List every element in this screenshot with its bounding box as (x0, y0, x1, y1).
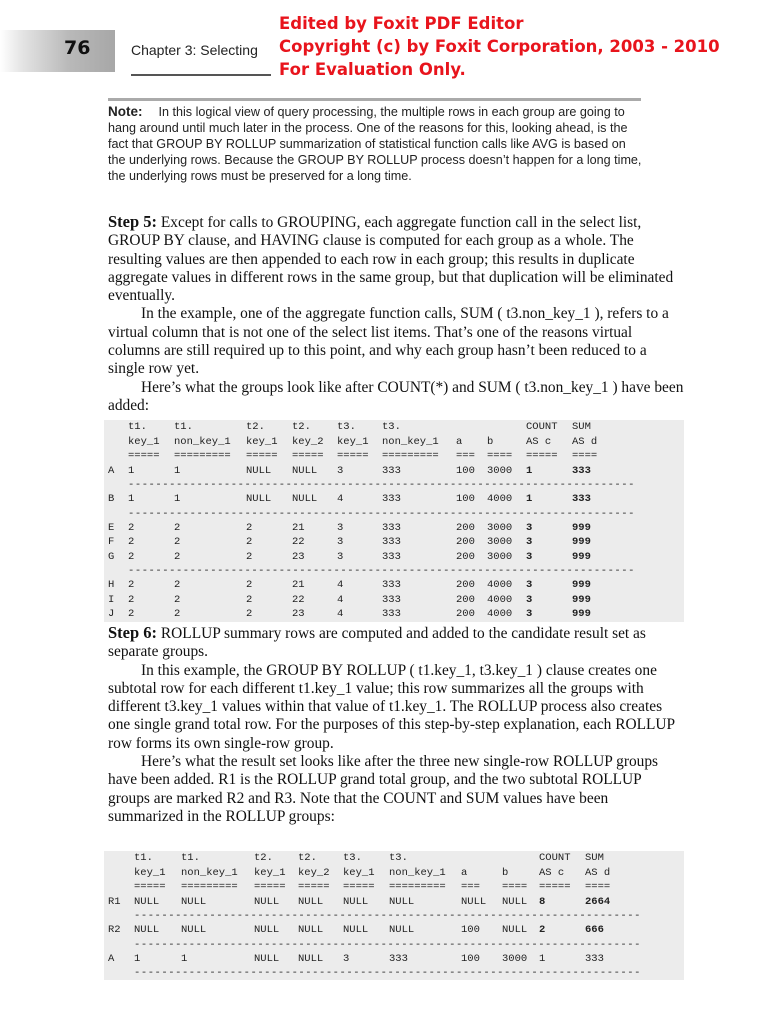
table-cell: 4000 (487, 493, 513, 505)
note-text: In this logical view of query processing, the multiple rows in each group are going to hang around until much later in the process. One of the reasons for this, looking ahead, is the fact that GROUP BY ROLLUP summarization of statistical function calls like AVG is based on the underlying rows. Because the GROUP BY ROLLUP process doesn’t happen for a long time, the underlying rows must be preserved for a long time. (108, 105, 642, 183)
table-cell: 4 (337, 579, 344, 591)
column-header: key_2 (298, 866, 330, 879)
table-cell: 999 (572, 536, 591, 548)
table-cell: NULL (292, 464, 318, 477)
table-cell: 333 (382, 521, 401, 534)
table-header-row (104, 866, 684, 881)
table-cell: 3 (343, 952, 350, 965)
row-label: J (108, 608, 115, 620)
table-row (104, 593, 684, 608)
table-cell: 4 (337, 593, 344, 606)
row-label: F (108, 536, 115, 548)
table-cell: 999 (572, 608, 591, 620)
table-cell: 3000 (487, 550, 513, 563)
watermark-line-1: Edited by Foxit PDF Editor (279, 14, 524, 33)
column-header: ===== (298, 881, 330, 893)
table-cell: 2 (246, 521, 253, 534)
table-row (104, 895, 684, 910)
table-cell: 2 (128, 550, 135, 563)
table-cell: 100 (461, 952, 480, 965)
table-cell: 3 (526, 608, 533, 620)
column-header: key_1 (246, 435, 278, 448)
table-cell: 2 (174, 593, 181, 606)
table-cell: 3 (526, 536, 533, 548)
table-cell: 3 (526, 579, 533, 591)
column-header: ===== (128, 450, 160, 462)
table-cell: 333 (389, 952, 408, 965)
column-header: COUNT (526, 421, 558, 433)
table-cell: 2 (246, 608, 253, 620)
table-cell: 4 (337, 493, 344, 505)
table-cell: 1 (539, 952, 546, 965)
column-header: t1. (181, 852, 200, 864)
table-cell: 333 (382, 536, 401, 548)
column-header: ===== (539, 881, 571, 893)
row-label: R2 (108, 924, 121, 936)
table-row (104, 607, 684, 622)
column-header: AS d (572, 435, 598, 448)
row-label: G (108, 550, 115, 563)
table-cell: 2 (174, 608, 181, 620)
table-cell: 4 (337, 608, 344, 620)
table-header-row (104, 420, 684, 435)
row-label: B (108, 493, 115, 505)
step-6-paragraph-3: Here’s what the result set looks like after the three new single-row ROLLUP groups have been added. R1 is the ROLLUP grand total group, and the two subtotal ROLLUP groups are marked R2 and R3. Note that the COUNT and SUM values have been summarized in the ROLLUP groups: (108, 753, 659, 825)
column-header: non_key_1 (174, 435, 231, 448)
table-cell: 3000 (487, 521, 513, 534)
table-cell: NULL (389, 924, 415, 936)
page-number: 76 (64, 37, 91, 59)
column-header: ===== (246, 450, 278, 462)
row-label: A (108, 952, 115, 965)
page-number-tab (0, 30, 115, 72)
table-cell: NULL (298, 952, 324, 965)
table-cell: 3000 (487, 536, 513, 548)
table-cell: 333 (382, 493, 401, 505)
table-row (104, 923, 684, 938)
table-cell: 200 (456, 521, 475, 534)
column-header: ==== (487, 450, 513, 462)
table-row (104, 492, 684, 507)
table-cell: 3 (337, 536, 344, 548)
column-header: ===== (254, 881, 286, 893)
column-header: key_1 (254, 866, 286, 879)
chapter-title: Chapter 3: Selecting (131, 42, 258, 58)
column-header: t3. (382, 421, 401, 433)
table-cell: 3 (526, 550, 533, 563)
table-cell: 999 (572, 521, 591, 534)
table-cell: NULL (343, 924, 369, 936)
table-cell: 3000 (487, 464, 513, 477)
step-5-paragraph-2: In the example, one of the aggregate function calls, SUM ( t3.non_key_1 ), refers to a virtual column that is not one of the select list items. That’s one of the reasons virtual columns are still required up to this point, and why each group hasn’t been reduced to a single row yet. (108, 305, 669, 378)
column-header: a (456, 435, 463, 448)
table-separator: -------------------------------------------------------------------------- (134, 967, 641, 979)
column-header: ===== (292, 450, 324, 462)
table-cell: NULL (254, 895, 280, 908)
column-header: AS c (526, 435, 552, 448)
column-header: t2. (254, 852, 273, 864)
step-6-section (108, 624, 686, 826)
table-header-row (104, 851, 684, 866)
note-box (108, 104, 643, 184)
column-header: ===== (337, 450, 369, 462)
table-cell: NULL (134, 895, 160, 908)
watermark-line-3: For Evaluation Only. (279, 60, 466, 79)
table-cell: 2 (174, 579, 181, 591)
column-header: AS c (539, 866, 565, 879)
table-cell: 1 (128, 493, 135, 505)
column-header: t1. (174, 421, 193, 433)
table-cell: 3 (337, 464, 344, 477)
table-cell: 23 (292, 550, 305, 563)
column-header: b (487, 435, 494, 448)
table-header-underline (104, 449, 684, 464)
table-cell: NULL (254, 952, 280, 965)
row-label: H (108, 579, 115, 591)
table-cell: 999 (572, 593, 591, 606)
table-cell: NULL (502, 924, 528, 936)
column-header: COUNT (539, 852, 571, 864)
column-header: ==== (502, 881, 528, 893)
row-label: E (108, 521, 115, 534)
row-label: R1 (108, 895, 121, 908)
column-header: key_2 (292, 435, 324, 448)
column-header: non_key_1 (389, 866, 446, 879)
table-header-underline (104, 880, 684, 895)
table-cell: 333 (382, 593, 401, 606)
column-header: ==== (572, 450, 598, 462)
table-cell: 1 (134, 952, 141, 965)
note-label: Note: (108, 104, 143, 119)
table-cell: 2 (246, 593, 253, 606)
table-cell: NULL (298, 924, 324, 936)
table-cell: 2 (128, 521, 135, 534)
table-cell: NULL (298, 895, 324, 908)
step-6-label: Step 6: (108, 623, 158, 642)
step-6-text: ROLLUP summary rows are computed and added to the candidate result set as separate groups. (108, 625, 646, 661)
column-header: ========= (174, 450, 231, 462)
row-label: A (108, 464, 115, 477)
table-cell: 2 (174, 536, 181, 548)
column-header: SUM (585, 852, 604, 864)
table-cell: 2 (174, 521, 181, 534)
column-header: key_1 (128, 435, 160, 448)
step-5-text: Except for calls to GROUPING, each aggregate function call in the select list, GROUP BY clause, and HAVING clause is computed for each group as a whole. The resulting values are then appended to each row in each group; this results in duplicate aggregate values in different rows in the same group, but that duplication will be eliminated eventually. (108, 214, 674, 305)
table-cell: 22 (292, 593, 305, 606)
table-cell: 1 (181, 952, 188, 965)
column-header: === (456, 450, 475, 462)
column-header: t2. (292, 421, 311, 433)
column-header: SUM (572, 421, 591, 433)
table-cell: NULL (246, 464, 272, 477)
table-cell: NULL (292, 493, 318, 505)
column-header: key_1 (134, 866, 166, 879)
column-header: t3. (389, 852, 408, 864)
table-cell: 2 (246, 536, 253, 548)
table-cell: 1 (526, 493, 533, 505)
table-cell: NULL (461, 895, 487, 908)
table-cell: 21 (292, 521, 305, 534)
table-row (104, 464, 684, 479)
table-cell: 2 (128, 579, 135, 591)
column-header: key_1 (337, 435, 369, 448)
table-cell: 999 (572, 550, 591, 563)
table-cell: 100 (456, 493, 475, 505)
table-separator: -------------------------------------------------------------------------- (134, 938, 641, 951)
table-cell: 2 (539, 924, 546, 936)
column-header: b (502, 866, 509, 879)
table-separator: -------------------------------------------------------------------------- (134, 910, 641, 922)
column-header: ========= (181, 881, 238, 893)
table-cell: 200 (456, 593, 475, 606)
column-header: a (461, 866, 468, 879)
step-6-paragraph-2: In this example, the GROUP BY ROLLUP ( t1.key_1, t3.key_1 ) clause creates one subtotal row for each different t1.key_1 value; this row summarizes all the groups with different t3.key_1 values within that value of t1.key_1. The ROLLUP process also creates one single grand total row. For the purposes of this step-by-step explanation, each ROLLUP row forms its own single-row group. (108, 661, 675, 752)
table-row (104, 550, 684, 565)
table-separator: -------------------------------------------------------------------------- (128, 565, 635, 577)
column-header: ===== (526, 450, 558, 462)
column-header: non_key_1 (181, 866, 238, 879)
table-cell: 333 (585, 952, 604, 965)
rollup-table (104, 851, 684, 980)
table-cell: 3 (337, 550, 344, 563)
table-cell: 200 (456, 608, 475, 620)
table-cell: 22 (292, 536, 305, 548)
column-header: t3. (343, 852, 362, 864)
table-cell: 666 (585, 924, 604, 936)
table-cell: 23 (292, 608, 305, 620)
table-cell: 100 (461, 924, 480, 936)
table-cell: 3000 (502, 952, 528, 965)
row-label: I (108, 593, 115, 606)
table-cell: 333 (572, 493, 591, 505)
table-cell: 333 (382, 608, 401, 620)
table-cell: 3 (337, 521, 344, 534)
column-header: key_1 (343, 866, 375, 879)
column-header: t2. (246, 421, 265, 433)
table-cell: NULL (389, 895, 415, 908)
table-cell: 200 (456, 550, 475, 563)
watermark-line-2: Copyright (c) by Foxit Corporation, 2003 - 2010 (279, 37, 720, 56)
column-header: t1. (134, 852, 153, 864)
table-cell: 2 (128, 536, 135, 548)
table-cell: 3 (526, 521, 533, 534)
table-cell: 1 (128, 464, 135, 477)
groups-table (104, 420, 684, 622)
step-5-label: Step 5: (108, 212, 158, 231)
table-cell: NULL (254, 924, 280, 936)
table-cell: 8 (539, 895, 546, 908)
table-row (104, 952, 684, 967)
table-row (104, 521, 684, 536)
header-rule (131, 74, 271, 76)
table-cell: 999 (572, 579, 591, 591)
table-cell: 2664 (585, 895, 611, 908)
foxit-watermark (279, 12, 720, 81)
table-cell: 21 (292, 579, 305, 591)
table-cell: 333 (382, 579, 401, 591)
table-cell: 1 (174, 464, 181, 477)
table-cell: 2 (246, 550, 253, 563)
table-cell: 3 (526, 593, 533, 606)
table-cell: 333 (382, 464, 401, 477)
table-cell: 100 (456, 464, 475, 477)
table-cell: 1 (526, 464, 533, 477)
column-header: t1. (128, 421, 147, 433)
table-cell: 200 (456, 579, 475, 591)
column-header: ==== (585, 881, 611, 893)
table-row (104, 578, 684, 593)
table-cell: 333 (572, 464, 591, 477)
table-header-row (104, 435, 684, 450)
table-row (104, 535, 684, 550)
column-header: AS d (585, 866, 611, 879)
table-cell: 2 (128, 608, 135, 620)
table-cell: 4000 (487, 593, 513, 606)
column-header: ========= (389, 881, 446, 893)
step-5-paragraph-3: Here’s what the groups look like after COUNT(*) and SUM ( t3.non_key_1 ) have been added: (108, 378, 684, 414)
table-cell: 333 (382, 550, 401, 563)
table-cell: 1 (174, 493, 181, 505)
table-separator: -------------------------------------------------------------------------- (128, 507, 635, 520)
table-cell: NULL (502, 895, 528, 908)
column-header: non_key_1 (382, 435, 439, 448)
column-header: === (461, 881, 480, 893)
column-header: t2. (298, 852, 317, 864)
step-5-section (108, 213, 686, 415)
column-header: ===== (343, 881, 375, 893)
table-separator: -------------------------------------------------------------------------- (128, 479, 635, 491)
note-rule (108, 98, 641, 101)
table-cell: NULL (134, 924, 160, 936)
column-header: t3. (337, 421, 356, 433)
table-cell: 4000 (487, 579, 513, 591)
table-cell: 2 (128, 593, 135, 606)
table-cell: NULL (246, 493, 272, 505)
table-cell: 2 (246, 579, 253, 591)
table-cell: 2 (174, 550, 181, 563)
column-header: ===== (134, 881, 166, 893)
column-header: ========= (382, 450, 439, 462)
table-cell: 200 (456, 536, 475, 548)
table-cell: 4000 (487, 608, 513, 620)
table-cell: NULL (181, 895, 207, 908)
table-cell: NULL (181, 924, 207, 936)
table-cell: NULL (343, 895, 369, 908)
